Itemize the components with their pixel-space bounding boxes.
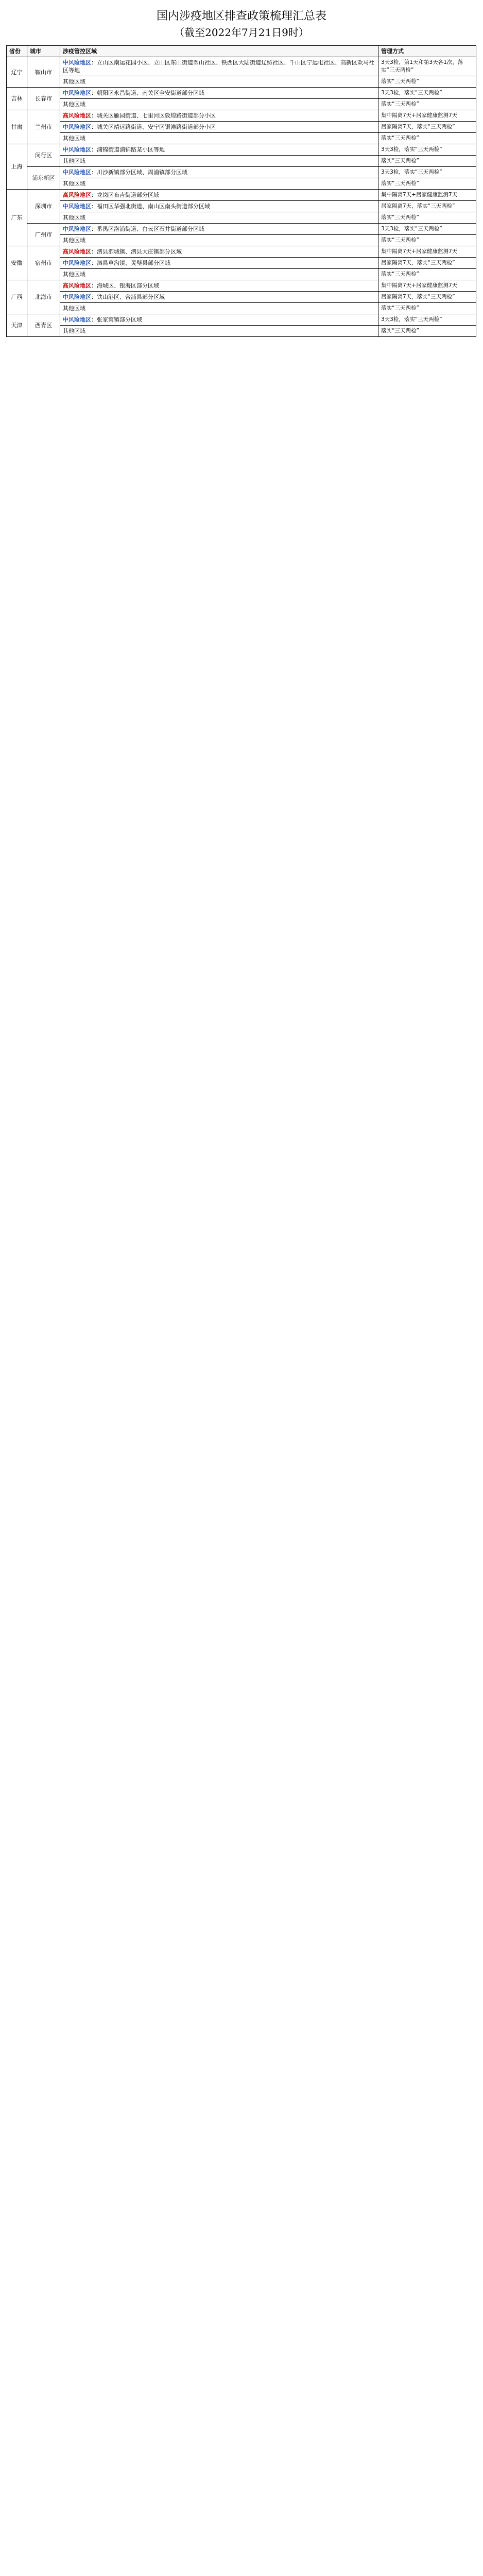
table-row <box>7 178 476 190</box>
risk-level-label: 中风险地区 <box>63 294 91 300</box>
province-cell: 辽宁 <box>7 57 27 88</box>
header-area: 涉疫管控区域 <box>60 46 378 57</box>
area-cell: 中风险地区：张家窝镇部分区域 <box>60 314 378 326</box>
measure-cell: 落实“三天两检” <box>378 156 476 167</box>
table-row <box>7 224 476 235</box>
measure-cell: 居家隔离7天，落实“三天两检” <box>378 292 476 303</box>
table-row <box>7 156 476 167</box>
measure-cell: 落实“三天两检” <box>378 326 476 337</box>
table-row <box>7 235 476 246</box>
area-cell: 高风险地区：海城区、银海区部分区域 <box>60 280 378 292</box>
measure-cell: 居家隔离7天，落实“三天两检” <box>378 258 476 269</box>
policy-table <box>6 45 476 337</box>
doc-subtitle: （截至2022年7月21日9时） <box>174 26 309 39</box>
area-text: 川沙新镇部分区域、周浦镇部分区域 <box>97 169 187 176</box>
measure-cell: 落实“三天两检” <box>378 269 476 280</box>
area-text: 浦锦街道浦锦路某小区等地 <box>97 146 165 153</box>
table-header-row <box>7 46 476 57</box>
area-text: 其他区域 <box>63 78 85 85</box>
area-text: 其他区域 <box>63 101 85 108</box>
table-row <box>7 190 476 201</box>
table-row <box>7 144 476 156</box>
measure-cell: 集中隔离7天+居家健康监测7天 <box>378 246 476 258</box>
city-cell: 兰州市 <box>27 110 60 144</box>
header-measure: 管理方式 <box>378 46 476 57</box>
area-text: 其他区域 <box>63 305 85 312</box>
area-text: 泗县草沟镇、灵璧县部分区域 <box>97 260 170 266</box>
table-row <box>7 122 476 133</box>
risk-level-label: 高风险地区 <box>63 112 91 119</box>
area-cell <box>60 156 378 167</box>
city-cell: 广州市 <box>27 224 60 246</box>
measure-cell: 落实“三天两检” <box>378 212 476 224</box>
risk-level-label: 中风险地区 <box>63 146 91 153</box>
area-cell <box>60 99 378 110</box>
area-cell <box>60 178 378 190</box>
risk-level-label: 高风险地区 <box>63 282 91 289</box>
risk-level-label: 中风险地区 <box>63 59 91 66</box>
area-cell <box>60 133 378 144</box>
measure-cell: 落实“三天两检” <box>378 76 476 88</box>
area-cell: 中风险地区：立山区南运花园小区、立山区东山街道翠山社区、铁西区大陆街道辽纺社区、千山区宁远屯社区、高新区欢马社区等地 <box>60 57 378 76</box>
area-cell <box>60 269 378 280</box>
table-row <box>7 212 476 224</box>
risk-level-label: 中风险地区 <box>63 124 91 130</box>
province-cell: 吉林 <box>7 88 27 110</box>
city-cell: 闵行区 <box>27 144 60 167</box>
measure-cell: 落实“三天两检” <box>378 178 476 190</box>
table-row <box>7 326 476 337</box>
area-text: 铁山港区、合浦县部分区域 <box>97 294 165 300</box>
area-text: 其他区域 <box>63 180 85 187</box>
area-cell: 中风险地区：泗县草沟镇、灵璧县部分区域 <box>60 258 378 269</box>
measure-cell: 落实“三天两检” <box>378 99 476 110</box>
measure-cell: 居家隔离7天，落实“三天两检” <box>378 122 476 133</box>
measure-cell: 3天3检，落实“三天两检” <box>378 167 476 178</box>
table-row <box>7 110 476 122</box>
table-row <box>7 246 476 258</box>
province-cell: 广西 <box>7 280 27 314</box>
table-row <box>7 167 476 178</box>
city-cell: 宿州市 <box>27 246 60 280</box>
city-cell: 长春市 <box>27 88 60 110</box>
table-row <box>7 314 476 326</box>
measure-cell: 3天3检，第1天和第3天各1次，落实“三天两检” <box>378 57 476 76</box>
province-cell: 上海 <box>7 144 27 190</box>
header-province: 省份 <box>7 46 27 57</box>
area-cell <box>60 303 378 314</box>
measure-cell: 3天3检，落实“三天两检” <box>378 144 476 156</box>
city-cell: 北海市 <box>27 280 60 314</box>
area-text: 立山区南运花园小区、立山区东山街道翠山社区、铁西区大陆街道辽纺社区、千山区宁远屯社区、高新区欢马社区等地 <box>63 59 374 74</box>
area-text: 番禺区洛浦街道、白云区石井街道部分区域 <box>97 226 204 232</box>
table-row <box>7 258 476 269</box>
table-row <box>7 57 476 76</box>
area-cell: 中风险地区：福田区华强北街道、南山区南头街道部分区域 <box>60 201 378 212</box>
table-row <box>7 303 476 314</box>
risk-level-label: 高风险地区 <box>63 248 91 255</box>
province-cell: 广东 <box>7 190 27 246</box>
area-text: 其他区域 <box>63 214 85 221</box>
risk-level-label: 中风险地区 <box>63 169 91 176</box>
city-cell: 西青区 <box>27 314 60 337</box>
area-text: 朝阳区永昌街道、南关区全安街道部分区域 <box>97 90 204 96</box>
measure-cell: 集中隔离7天+居家健康监测7天 <box>378 110 476 122</box>
area-cell: 中风险地区：朝阳区永昌街道、南关区全安街道部分区域 <box>60 88 378 99</box>
table-body <box>7 57 476 337</box>
measure-cell: 落实“三天两检” <box>378 133 476 144</box>
table-row <box>7 201 476 212</box>
area-cell: 中风险地区：浦锦街道浦锦路某小区等地 <box>60 144 378 156</box>
table-row <box>7 76 476 88</box>
risk-level-label: 中风险地区 <box>63 203 91 210</box>
area-cell: 高风险地区：泗县泗城镇、泗县大庄镇部分区域 <box>60 246 378 258</box>
area-text: 张家窝镇部分区域 <box>97 316 142 323</box>
area-text: 福田区华强北街道、南山区南头街道部分区域 <box>97 203 210 210</box>
measure-cell: 居家隔离7天，落实“三天两检” <box>378 201 476 212</box>
area-cell <box>60 76 378 88</box>
area-text: 泗县泗城镇、泗县大庄镇部分区域 <box>97 248 182 255</box>
risk-level-label: 中风险地区 <box>63 316 91 323</box>
table-row <box>7 133 476 144</box>
province-cell: 安徽 <box>7 246 27 280</box>
city-cell: 鞍山市 <box>27 57 60 88</box>
table-row <box>7 99 476 110</box>
area-cell <box>60 326 378 337</box>
area-text: 海城区、银海区部分区域 <box>97 282 159 289</box>
doc-title: 国内涉疫地区排查政策梳理汇总表 <box>156 10 326 23</box>
table-row <box>7 88 476 99</box>
area-text: 其他区域 <box>63 271 85 278</box>
area-text: 龙岗区布吉街道部分区域 <box>97 192 159 198</box>
measure-cell: 3天3检，落实“三天两检” <box>378 224 476 235</box>
area-cell <box>60 235 378 246</box>
page <box>0 0 483 347</box>
area-cell: 中风险地区：川沙新镇部分区域、周浦镇部分区域 <box>60 167 378 178</box>
city-cell: 浦东新区 <box>27 167 60 190</box>
measure-cell: 集中隔离7天+居家健康监测7天 <box>378 190 476 201</box>
measure-cell: 3天3检，落实“三天两检” <box>378 314 476 326</box>
area-cell: 高风险地区：龙岗区布吉街道部分区域 <box>60 190 378 201</box>
measure-cell: 集中隔离7天+居家健康监测7天 <box>378 280 476 292</box>
area-text: 其他区域 <box>63 328 85 334</box>
area-cell: 中风险地区：番禺区洛浦街道、白云区石井街道部分区域 <box>60 224 378 235</box>
measure-cell: 落实“三天两检” <box>378 303 476 314</box>
area-text: 其他区域 <box>63 237 85 244</box>
city-cell: 深圳市 <box>27 190 60 224</box>
area-text: 城关区雁园街道、七里河区敦煌路街道部分小区 <box>97 112 216 119</box>
risk-level-label: 高风险地区 <box>63 192 91 198</box>
province-cell: 甘肃 <box>7 110 27 144</box>
measure-cell: 落实“三天两检” <box>378 235 476 246</box>
area-cell: 中风险地区：城关区靖远路街道、安宁区银滩路街道部分小区 <box>60 122 378 133</box>
area-cell: 中风险地区：铁山港区、合浦县部分区域 <box>60 292 378 303</box>
measure-cell: 3天3检，落实“三天两检” <box>378 88 476 99</box>
table-row <box>7 280 476 292</box>
area-text: 其他区域 <box>63 158 85 164</box>
area-text: 城关区靖远路街道、安宁区银滩路街道部分小区 <box>97 124 216 130</box>
area-cell <box>60 212 378 224</box>
province-cell: 天津 <box>7 314 27 337</box>
area-text: 其他区域 <box>63 135 85 142</box>
risk-level-label: 中风险地区 <box>63 226 91 232</box>
table-row <box>7 269 476 280</box>
risk-level-label: 中风险地区 <box>63 90 91 96</box>
area-cell: 高风险地区：城关区雁园街道、七里河区敦煌路街道部分小区 <box>60 110 378 122</box>
table-row <box>7 292 476 303</box>
header-city: 城市 <box>27 46 60 57</box>
risk-level-label: 中风险地区 <box>63 260 91 266</box>
